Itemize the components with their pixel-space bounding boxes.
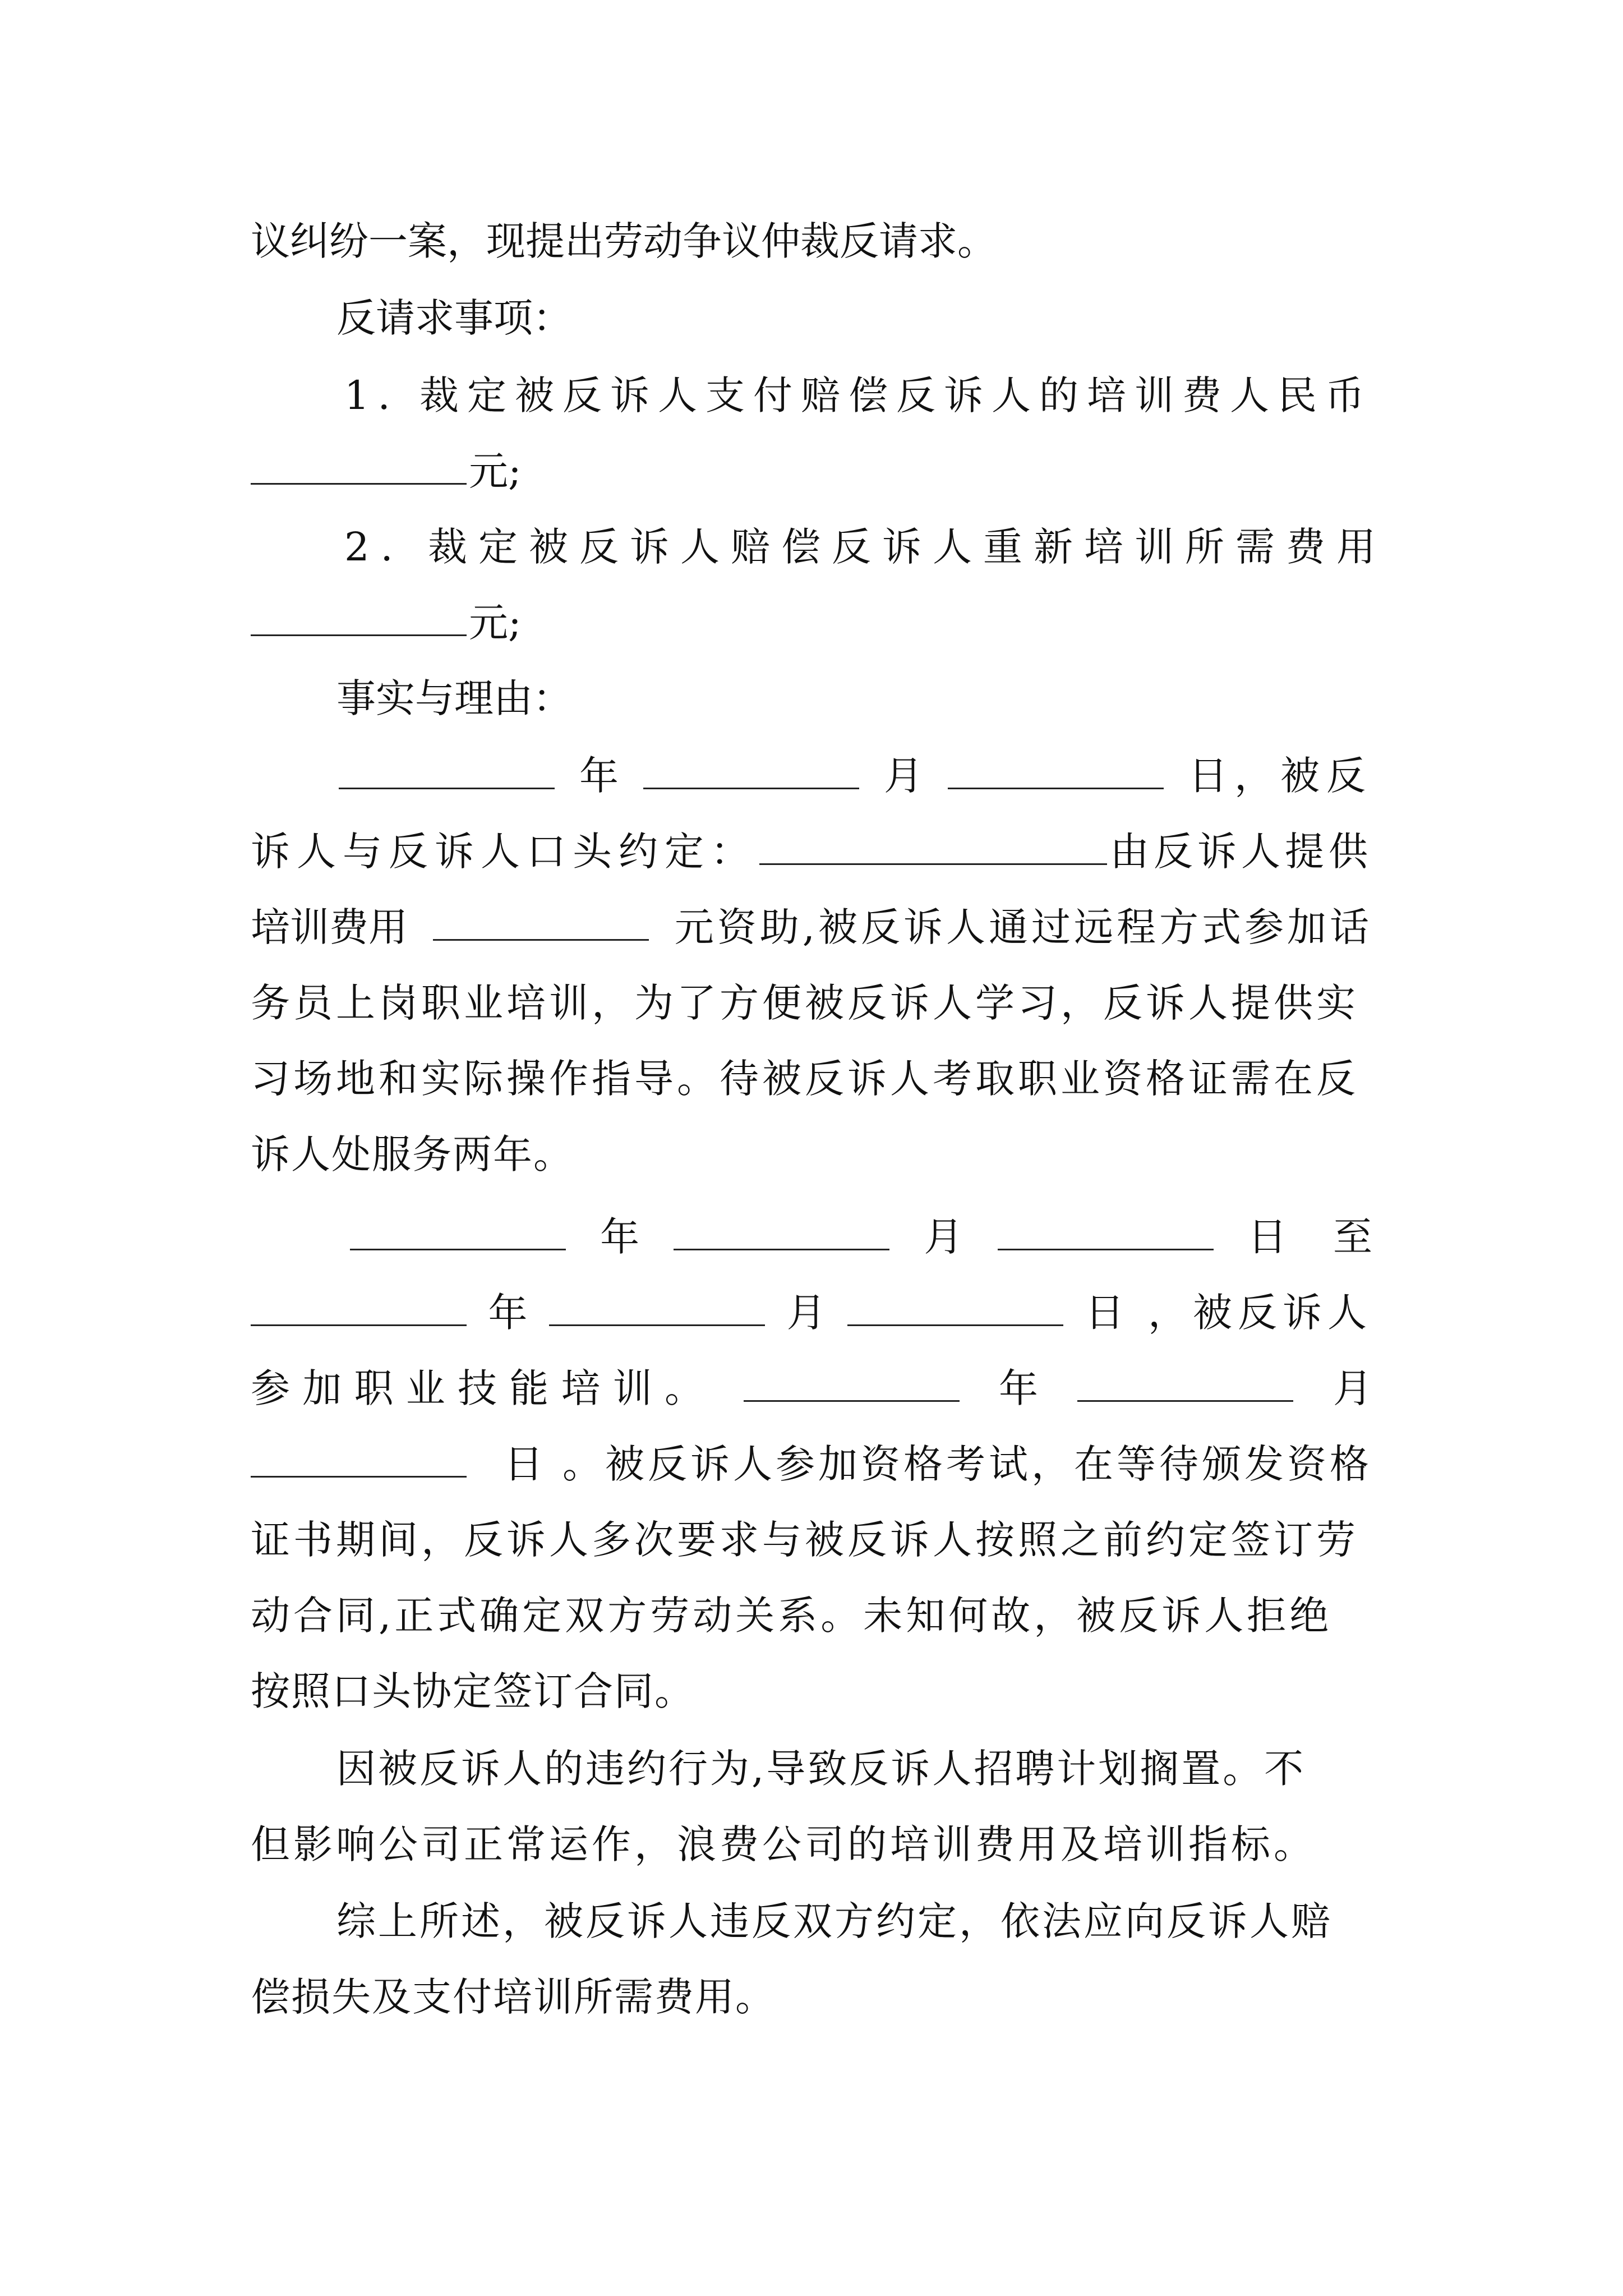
claims-heading-text: 反请求事项： [336, 295, 572, 341]
facts-month-blank[interactable] [643, 753, 859, 789]
start-day-blank[interactable] [998, 1214, 1214, 1250]
training-fee-blank[interactable] [433, 904, 649, 941]
p3-line-1-text: 因被反诉人的违约行为,导致反诉人招聘计划搁置。不 [336, 1746, 1306, 1792]
training-end-date-line [251, 1282, 1372, 1343]
facts-line-3 [251, 896, 1372, 958]
claim-1-line [344, 365, 1372, 426]
facts-month-label: 月 [884, 753, 923, 799]
facts-line-6 [251, 1124, 1372, 1185]
facts-line-5-text: 习场地和实际操作指导。待被反诉人考取职业资格证需在反 [251, 1056, 1359, 1102]
facts-day-blank[interactable] [948, 753, 1164, 789]
end-month-blank[interactable] [549, 1290, 765, 1326]
p4-line-2-text: 偿损失及支付培训所需费用。 [251, 1974, 776, 2020]
p2-line-6-text: 动合同,正式确定双方劳动关系。未知何故，被反诉人拒绝 [251, 1593, 1332, 1639]
p2-line-5-text: 证书期间，反诉人多次要求与被反诉人按照之前约定签订劳 [251, 1517, 1359, 1563]
facts-line-4-text: 务员上岗职业培训，为了方便被反诉人学习，反诉人提供实 [251, 980, 1359, 1026]
claim-1-amount-line [251, 440, 1372, 502]
intro-tail-text: 议纠纷一案，现提出劳动争议仲裁反请求。 [251, 218, 997, 264]
exam-month-blank[interactable] [1077, 1365, 1293, 1402]
skill-training-text: 参 加 职 业 技 能 培 训 。 [251, 1365, 704, 1411]
p3-line-1 [336, 1738, 1372, 1800]
claim-1-text: 1. 裁定被反诉人支付赔偿反诉人的培训费人民币 [344, 372, 1373, 418]
end-month-label: 月 [786, 1290, 826, 1336]
facts-year-blank[interactable] [339, 753, 555, 789]
p3-line-2-text: 但影响公司正常运作，浪费公司的培训费用及培训指标。 [251, 1821, 1316, 1867]
end-day-blank[interactable] [847, 1290, 1063, 1326]
exam-year-label: 年 [998, 1365, 1038, 1411]
p2-line-7-text: 按照口头协定签订合同。 [251, 1668, 695, 1714]
exam-year-blank[interactable] [744, 1365, 960, 1402]
end-year-blank[interactable] [251, 1290, 467, 1326]
facts-year-label: 年 [579, 753, 619, 799]
facts-line-6-text: 诉人处服务两年。 [251, 1131, 574, 1177]
skill-training-line [251, 1358, 1372, 1419]
p4-line-1-text: 综上所述，被反诉人违反双方约定，依法应向反诉人赔 [336, 1898, 1332, 1944]
claims-heading [336, 287, 1372, 349]
claim-2-text: 2. 裁定被反诉人赔偿反诉人重新培训所需费用 [344, 524, 1387, 570]
p2-line-5 [251, 1509, 1372, 1571]
facts-line-3b: 元资助,被反诉人通过远程方式参加话 [674, 904, 1372, 950]
claim-1-unit: 元; [469, 448, 522, 494]
exam-month-label: 月 [1332, 1365, 1372, 1411]
agreement-blank[interactable] [759, 829, 1107, 865]
start-year-blank[interactable] [350, 1214, 566, 1250]
start-month-blank[interactable] [674, 1214, 889, 1250]
facts-line-2a: 诉人与反诉人口头约定： [251, 829, 757, 875]
facts-line-2b: 由反诉人提供 [1110, 829, 1372, 875]
p2-line-7 [251, 1660, 1372, 1722]
facts-day-label: 日，被反 [1188, 753, 1372, 799]
start-month-label: 月 [924, 1214, 963, 1260]
start-year-label: 年 [600, 1214, 640, 1260]
claim-2-amount-blank[interactable] [251, 600, 467, 636]
end-year-label: 年 [488, 1290, 528, 1336]
facts-line-4 [251, 972, 1372, 1034]
facts-heading-text: 事实与理由： [336, 675, 572, 721]
end-day-label: 日 ，被反诉人 [1085, 1290, 1372, 1336]
claim-2-amount-line [251, 592, 1372, 654]
p3-line-2 [251, 1814, 1372, 1875]
facts-line-3a: 培训费用 [251, 904, 408, 950]
exam-day-blank[interactable] [251, 1441, 467, 1478]
exam-day-text: 日 。被反诉人参加资格考试，在等待颁发资格 [504, 1441, 1372, 1487]
facts-line-5 [251, 1048, 1372, 1110]
exam-day-line [251, 1433, 1372, 1495]
p2-line-6 [251, 1585, 1372, 1646]
intro-tail-line [251, 210, 1372, 272]
facts-line-2 [251, 821, 1372, 882]
claim-2-line [344, 516, 1387, 578]
facts-heading [336, 668, 1372, 729]
claim-1-amount-blank[interactable] [251, 448, 467, 485]
p4-line-1 [336, 1890, 1372, 1952]
claim-2-unit: 元; [469, 600, 522, 646]
training-start-date-line [348, 1206, 1372, 1268]
facts-date-line [336, 745, 1372, 807]
p4-line-2 [251, 1966, 1372, 2028]
start-day-to-label: 日 至 [1247, 1214, 1372, 1260]
